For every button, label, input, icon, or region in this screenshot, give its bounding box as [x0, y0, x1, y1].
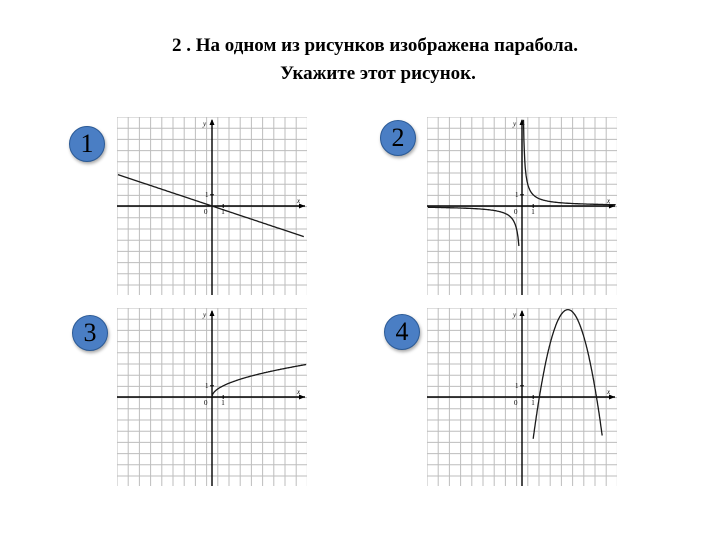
graph-2 — [427, 117, 617, 295]
graph-2-y-label: y — [513, 120, 517, 128]
graph-4-number: 4 — [395, 317, 409, 346]
graph-1-unit-y-label: 1 — [205, 190, 209, 199]
graph-3-x-label: x — [297, 388, 301, 396]
graph-4-svg — [427, 308, 617, 486]
graph-3 — [117, 308, 307, 486]
question-line-1: 2 . На одном из рисунков изображена парабола. — [172, 35, 578, 56]
graph-2-number-badge — [380, 120, 416, 156]
graph-2-number: 2 — [391, 123, 405, 152]
graph-4-parabola-curve — [533, 310, 602, 439]
graph-3-number-badge — [72, 315, 108, 351]
graph-2-origin-label: 0 — [514, 208, 518, 216]
y-axis-arrow-icon — [520, 310, 525, 316]
graph-1-x-label: x — [297, 197, 301, 205]
graph-1-origin-label: 0 — [204, 208, 208, 216]
graph-4-x-label: x — [607, 388, 611, 396]
graph-4-unit-y-label: 1 — [515, 381, 519, 390]
graph-4-y-label: y — [513, 311, 517, 319]
graph-1-y-label: y — [203, 120, 207, 128]
y-axis-arrow-icon — [210, 119, 215, 125]
graph-3-unit-y-label: 1 — [205, 381, 209, 390]
graph-4-number-badge — [384, 314, 420, 350]
graph-1-unit-x-label: 1 — [221, 208, 225, 216]
y-axis-arrow-icon — [210, 310, 215, 316]
graph-2-x-label: x — [607, 197, 611, 205]
graph-4-unit-x-label: 1 — [531, 399, 535, 407]
graph-3-unit-x-label: 1 — [221, 399, 225, 407]
graph-3-y-label: y — [203, 311, 207, 319]
graph-1-svg — [117, 117, 307, 295]
graph-3-origin-label: 0 — [204, 399, 208, 407]
graph-4 — [427, 308, 617, 486]
graph-2-svg — [427, 117, 617, 295]
graph-3-svg — [117, 308, 307, 486]
question-line-2: Укажите этот рисунок. — [280, 63, 476, 84]
graph-1-number-badge — [69, 126, 105, 162]
graph-4-origin-label: 0 — [514, 399, 518, 407]
graph-3-sqrt-curve — [212, 365, 306, 398]
graph-1-number: 1 — [80, 129, 94, 158]
question-text — [0, 32, 720, 88]
graph-2-unit-x-label: 1 — [531, 208, 535, 216]
graph-1 — [117, 117, 307, 295]
graph-2-unit-y-label: 1 — [515, 190, 519, 199]
graph-3-number: 3 — [83, 318, 97, 347]
